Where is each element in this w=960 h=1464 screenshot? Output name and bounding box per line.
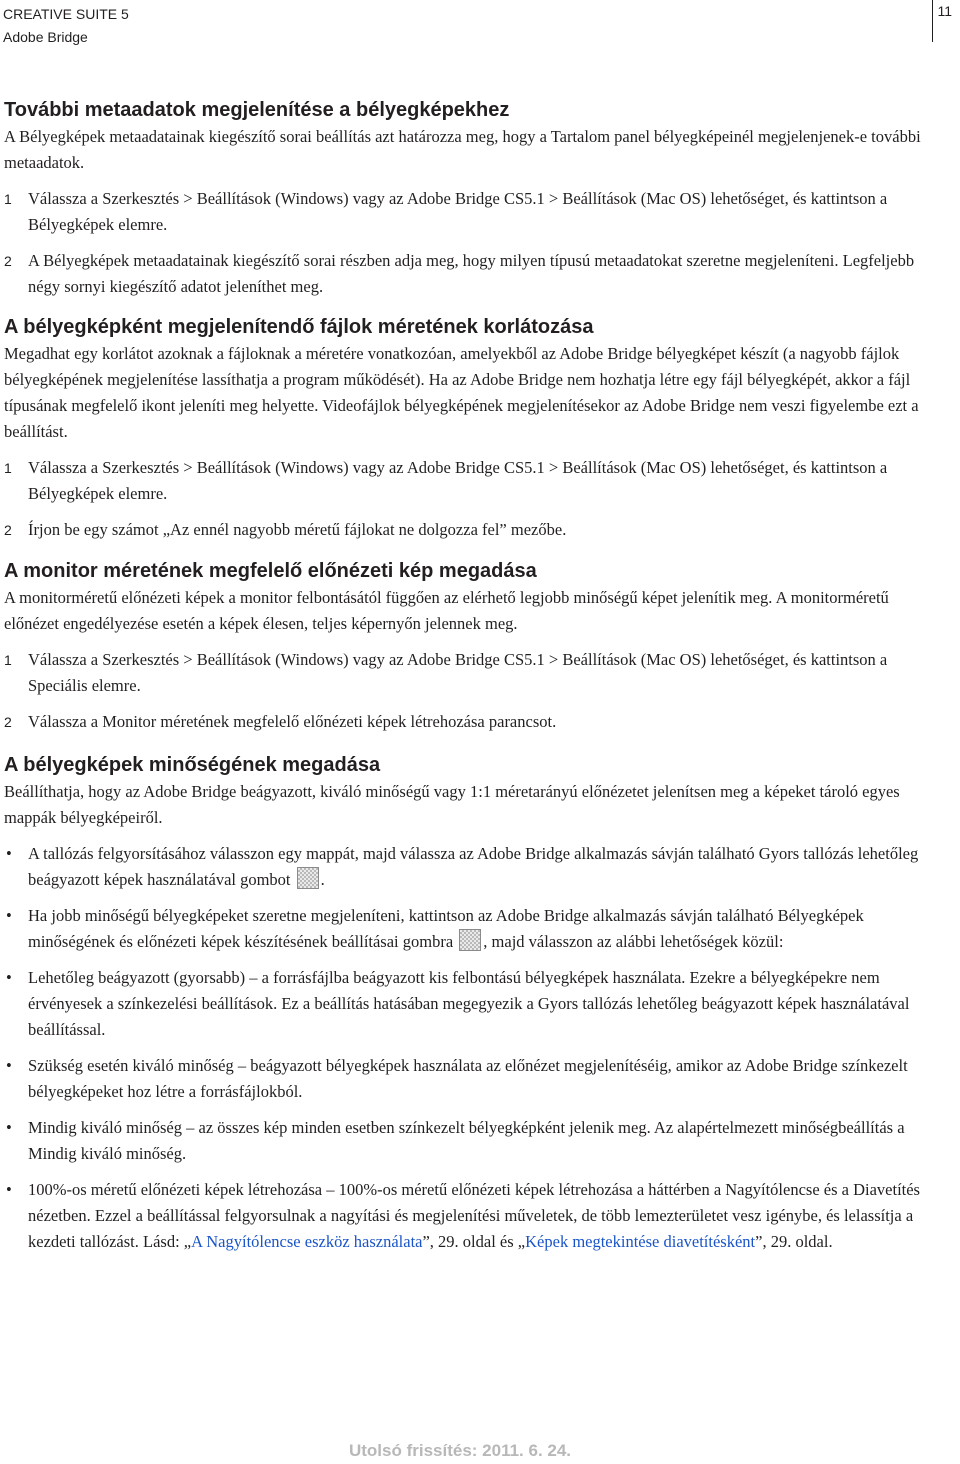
bullet-text: Mindig kiváló minőség – az összes kép minden esetben színkezelt bélyegképként jelenik meg. Az alapértelmezett minőségbeállítás a Mindig kiváló minőség.	[28, 1118, 905, 1163]
section-title: A bélyegképként megjelenítendő fájlok méretének korlátozása	[4, 316, 594, 338]
step-item	[4, 517, 928, 543]
section-monitor-preview	[4, 557, 928, 735]
bullet-text: ”, 29. oldal.	[755, 1232, 833, 1251]
bullet-dot: •	[6, 1180, 12, 1199]
step-item	[4, 248, 928, 300]
link-magnifier-tool[interactable]: A Nagyítólencse eszköz használata	[191, 1232, 423, 1251]
section-intro: A monitorméretű előnézeti képek a monitor felbontásától függően az elérhető legjobb minőségű képet jelenítik meg. A monitorméretű előnézet engedélyezése esetén a képek élesen, teljes képernyőn jelennek meg.	[4, 588, 889, 633]
section-thumbnail-quality	[4, 751, 928, 1255]
step-number: 2	[4, 522, 12, 538]
step-text: Válassza a Szerkesztés > Beállítások (Windows) vagy az Adobe Bridge CS5.1 > Beállítások (Mac OS) lehetőséget, és kattintson a Bélyegképek elemre.	[28, 458, 888, 503]
bullet-dot: •	[6, 906, 12, 925]
step-list	[4, 186, 928, 300]
bullet-item	[4, 1053, 928, 1105]
section-intro: Megadhat egy korlátot azoknak a fájloknak a méretére vonatkozóan, amelyekből az Adobe Bridge bélyegképet készít (a nagyobb fájlok bélyegképének megjelenítése lassíthatja a program működését). Ha az Adobe Bridge nem hozhatja létre egy fájl bélyegképét, akkor a fájl típusának megfelelő ikont jeleníti meg helyette. Videofájlok bélyegképének megjelenítésekor az Adobe Bridge nem veszi figyelembe ezt a beállítást.	[4, 344, 919, 441]
section-title: A bélyegképek minőségének megadása	[4, 754, 381, 776]
bullet-item	[4, 965, 928, 1043]
step-list	[4, 455, 928, 543]
step-text: Válassza a Szerkesztés > Beállítások (Windows) vagy az Adobe Bridge CS5.1 > Beállítások (Mac OS) lehetőséget, és kattintson a Speciális elemre.	[28, 650, 888, 695]
section-extra-metadata	[4, 96, 928, 300]
bullet-dot: •	[6, 844, 12, 863]
bullet-text: , majd válasszon az alábbi lehetőségek közül:	[483, 932, 784, 951]
page-number-rule	[932, 0, 933, 42]
bullet-text: Szükség esetén kiváló minőség – beágyazott bélyegképek használata az előnézet megjelenítéséig, amikor az Adobe Bridge színkezelt bélyegképeket hoz létre a forrásfájlokból.	[28, 1056, 908, 1101]
step-list	[4, 647, 928, 735]
thumbnail-quality-icon	[459, 929, 481, 951]
bullet-text: Lehetőleg beágyazott (gyorsabb) – a forrásfájlba beágyazott kis felbontású bélyegképek használata. Ezekre a bélyegképekre nem érvényesek a színkezelési beállítások. Ez a beállítás hatásában megegyezik a Gyors tallózás lehetőleg beágyazott képek használatával beállítással.	[28, 968, 910, 1039]
step-number: 1	[4, 460, 12, 476]
section-title: További metaadatok megjelenítése a bélyegképekhez	[4, 99, 510, 121]
app-name: Adobe Bridge	[3, 29, 88, 45]
fast-browse-icon	[297, 867, 319, 889]
step-item	[4, 186, 928, 238]
step-text: Írjon be egy számot „Az ennél nagyobb méretű fájlokat ne dolgozza fel” mezőbe.	[28, 520, 567, 539]
bullet-item	[4, 1115, 928, 1167]
bullet-text: 100%-os méretű előnézeti képek létrehozása – 100%-os méretű előnézeti képek létrehozása a háttérben a Nagyítólencse és a Diavetítés nézetben. Ezzel a beállítással felgyorsulnak a nagyítási és megjelenítési műveletek, de több lemezterületet vesz igénybe, és lelassítja a kezdeti tallózást. Lásd: „	[28, 1180, 920, 1251]
step-number: 1	[4, 652, 12, 668]
step-item	[4, 647, 928, 699]
bullet-text: ”, 29. oldal és „	[422, 1232, 526, 1251]
section-intro: Beállíthatja, hogy az Adobe Bridge beágyazott, kiváló minőségű vagy 1:1 méretarányú előnézetet jelenítsen meg a képeket tároló egyes mappák bélyegképeiről.	[4, 782, 900, 827]
step-number: 2	[4, 714, 12, 730]
page-content	[4, 96, 928, 1263]
running-header	[3, 3, 129, 49]
step-text: Válassza a Szerkesztés > Beállítások (Windows) vagy az Adobe Bridge CS5.1 > Beállítások (Mac OS) lehetőséget, és kattintson a Bélyegképek elemre.	[28, 189, 888, 234]
bullet-text: A tallózás felgyorsításához válasszon egy mappát, majd válassza az Adobe Bridge alkalmazás sávján található Gyors tallózás lehetőleg beágyazott képek használatával gombot	[28, 844, 919, 889]
step-item	[4, 709, 928, 735]
bullet-dot: •	[6, 1118, 12, 1137]
product-name: CREATIVE SUITE 5	[3, 6, 129, 22]
step-item	[4, 455, 928, 507]
bullet-item	[4, 903, 928, 955]
bullet-text: Ha jobb minőségű bélyegképeket szeretne megjeleníteni, kattintson az Adobe Bridge alkalmazás sávján található Bélyegképek minőségének és előnézeti képek készítésének beállításai gombra	[28, 906, 864, 951]
step-text: A Bélyegképek metaadatainak kiegészítő sorai részben adja meg, hogy milyen típusú metaadatokat szeretne megjeleníteni. Legfeljebb négy sornyi kiegészítő adatot jeleníthet meg.	[28, 251, 915, 296]
footer-last-updated: Utolsó frissítés: 2011. 6. 24.	[348, 1441, 572, 1460]
step-number: 1	[4, 191, 12, 207]
bullet-dot: •	[6, 1056, 12, 1075]
bullet-list	[4, 841, 928, 1255]
bullet-item	[4, 841, 928, 893]
step-text: Válassza a Monitor méretének megfelelő előnézeti képek létrehozása parancsot.	[28, 712, 557, 731]
step-number: 2	[4, 253, 12, 269]
section-file-size-limit	[4, 313, 928, 543]
section-title: A monitor méretének megfelelő előnézeti kép megadása	[4, 560, 537, 582]
bullet-item	[4, 1177, 928, 1255]
bullet-text: .	[320, 870, 325, 889]
bullet-dot: •	[6, 968, 12, 987]
page-number: 11	[937, 3, 952, 19]
link-slideshow[interactable]: Képek megtekintése diavetítésként	[525, 1232, 756, 1251]
section-intro: A Bélyegképek metaadatainak kiegészítő sorai beállítás azt határozza meg, hogy a Tartalom panel bélyegképeinél megjelenjenek-e további metaadatok.	[4, 127, 921, 172]
